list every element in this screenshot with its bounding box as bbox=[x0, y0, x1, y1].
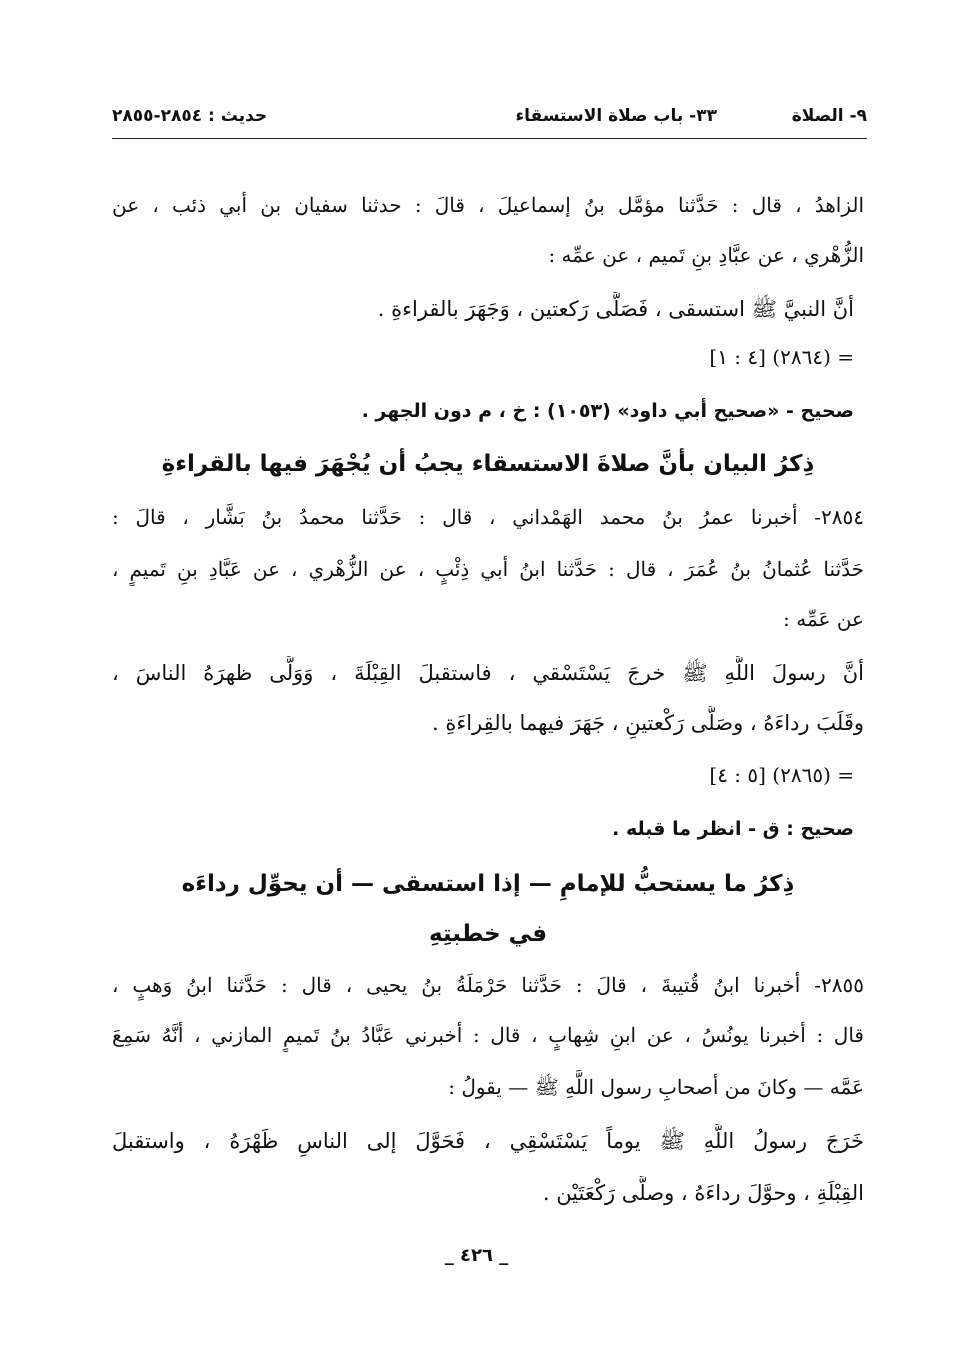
page-number: _ ٤٢٦ _ bbox=[444, 1245, 509, 1266]
isnad-line: عَمَّه — وكانَ من أصحابِ رسول اللَّهِ ﷺ — يقولُ : bbox=[448, 1075, 864, 1099]
isnad-line: الزاهدُ ، قال : حَدَّثنا مؤمَّل بنُ إسماعيلَ ، قالَ : حدثنا سفيان بن أبي ذئب ، عن bbox=[112, 193, 864, 217]
hadith-range: حديث : ٢٨٥٤-٢٨٥٥ bbox=[112, 106, 268, 126]
cross-reference: = (٢٨٦٤) [٤ : ١] bbox=[709, 345, 854, 369]
chapter-title: ٣٣- باب صلاة الاستسقاء bbox=[515, 106, 717, 126]
cross-reference: = (٢٨٦٥) [٥ : ٤] bbox=[709, 763, 854, 787]
section-heading: ذِكرُ ما يستحبُّ للإمامِ — إذا استسقى — أن يحوِّل رداءَه bbox=[181, 871, 795, 897]
section-heading: في خطبتِهِ bbox=[428, 921, 548, 947]
header-divider bbox=[112, 138, 867, 139]
isnad-line: الزُّهْري ، عن عبَّادِ بنِ تَميم ، عن عمِّه : bbox=[548, 243, 864, 267]
isnad-line: ٢٨٥٥- أخبرنا ابنُ قُتيبةَ ، قالَ : حَدَّثنا حَرْمَلَةُ بنُ يحيى ، قال : حَدَّثنا ابنُ وَهبٍ ، bbox=[112, 973, 864, 997]
section-heading: ذِكرُ البيان بأنَّ صلاةَ الاستسقاء يجبُ أن يُجْهَرَ فيها بالقراءةِ bbox=[161, 451, 815, 477]
running-header bbox=[112, 100, 867, 140]
hadith-grade: صحيح : ق - انظر ما قبله . bbox=[612, 818, 854, 840]
matn-line: خَرَجَ رسولُ اللَّهِ ﷺ يوماً يَسْتَسْقِي ، فَحَوَّلَ إلى الناسِ ظَهْرَهُ ، واستقبلَ bbox=[112, 1129, 864, 1153]
book-title: ٩- الصلاة bbox=[791, 106, 867, 126]
isnad-line: ٢٨٥٤- أخبرنا عمرُ بنُ محمد الهَمْداني ، قال : حَدَّثنا محمدُ بنُ بَشَّار ، قالَ : bbox=[112, 505, 864, 529]
matn-line: أنَّ النبيَّ ﷺ استسقى ، فَصَلَّى رَكعتين ، وَجَهَرَ بالقراءةِ . bbox=[377, 297, 854, 321]
hadith-grade: صحيح - «صحيح أبي داود» (١٠٥٣) : خ ، م دون الجهر . bbox=[361, 400, 854, 422]
matn-line: وقَلَبَ رداءَهُ ، وصَلَّى رَكْعتينِ ، جَهَرَ فيهما بالقِراءَةِ . bbox=[431, 711, 864, 735]
isnad-line: حَدَّثنا عُثمانُ بنُ عُمَرَ ، قال : حَدَّثنا ابنُ أبي ذِئْبٍ ، عن الزُّهْري ، عن عَبَّادِ بنِ تَميمٍ ، bbox=[112, 557, 864, 581]
isnad-line: عن عَمِّه : bbox=[783, 607, 864, 631]
matn-line: أنَّ رسولَ اللَّهِ ﷺ خرجَ يَسْتَسْقي ، فاستقبلَ القِبْلَةَ ، وَوَلَّى ظهرَهُ الناسَ ، bbox=[112, 661, 864, 685]
matn-line: القِبْلَةِ ، وحوَّلَ رداءَهُ ، وصلَّى رَكْعَتَيْن . bbox=[542, 1181, 864, 1205]
isnad-line: قال : أخبرنا يونُسُ ، عن ابنِ شِهابٍ ، قال : أخبرني عَبَّادُ بنُ تَميمٍ المازني ، أنَّهُ سَمِعَ bbox=[112, 1023, 864, 1047]
